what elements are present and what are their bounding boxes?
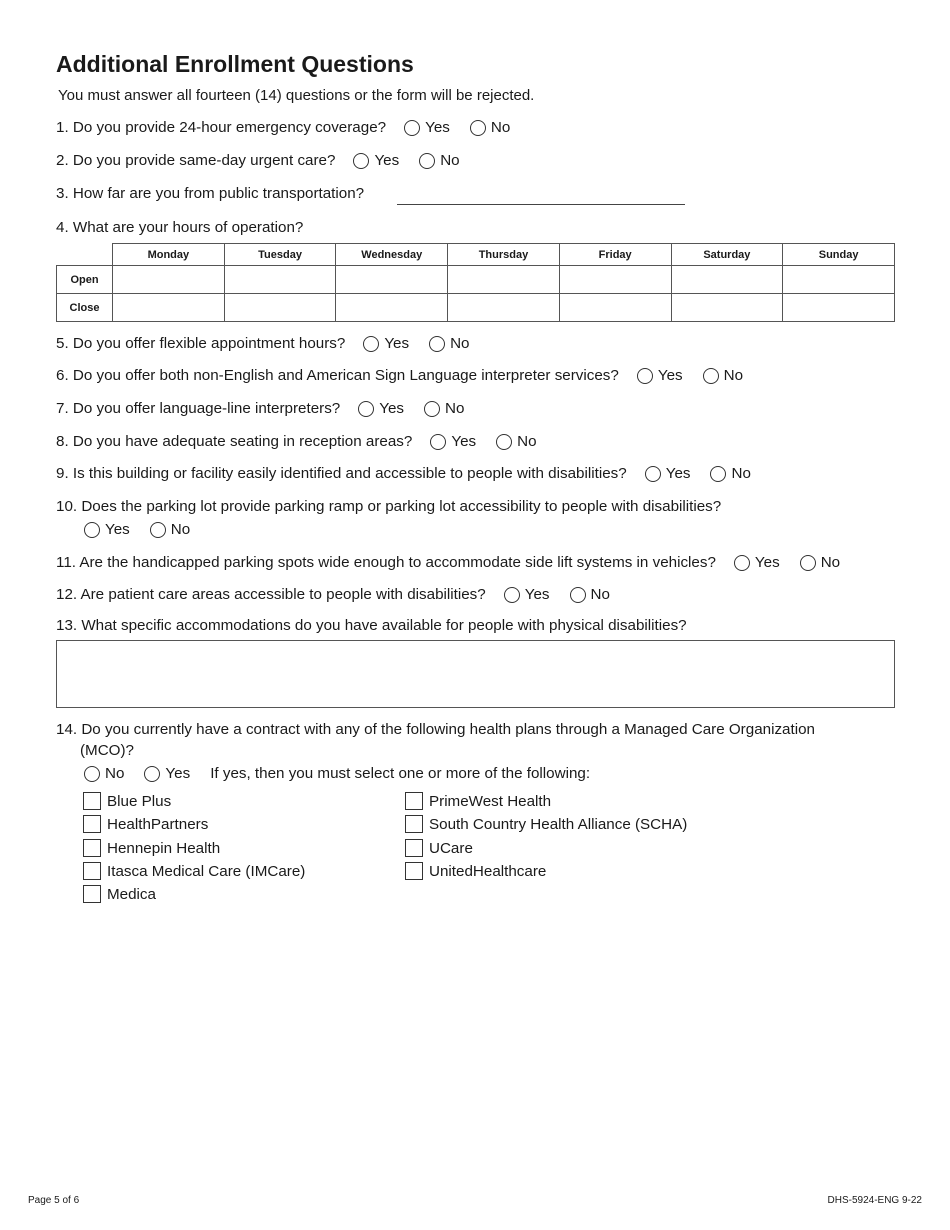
- question-14-continued: [80, 740, 134, 762]
- q6-no-label: No: [723, 367, 744, 384]
- q9-no-label: No: [731, 465, 751, 482]
- radio-circle-icon: [570, 587, 586, 603]
- q2-no-radio[interactable]: [419, 150, 459, 172]
- question-1-label: 1. Do you provide 24-hour emergency coverage?: [56, 119, 387, 136]
- plan-label: Itasca Medical Care (IMCare): [107, 862, 306, 880]
- question-4: [56, 217, 303, 239]
- q7-no-label: No: [445, 400, 465, 417]
- q10-no-radio[interactable]: [150, 519, 190, 541]
- question-6-label: 6. Do you offer both non-English and American Sign Language interpreter services?: [56, 367, 619, 384]
- day-header: Thursday: [448, 244, 560, 266]
- close-saturday-cell[interactable]: [671, 294, 783, 322]
- q5-yes-radio[interactable]: [363, 333, 409, 355]
- question-11-options: [734, 552, 840, 574]
- q12-no-radio[interactable]: [570, 584, 610, 606]
- q10-yes-radio[interactable]: [84, 519, 130, 541]
- question-14-label: 14. Do you currently have a contract with any of the following health plans through a Managed Care Organization: [56, 721, 815, 738]
- q11-yes-radio[interactable]: [734, 552, 780, 574]
- radio-circle-icon: [703, 368, 719, 384]
- plan-label: UCare: [429, 839, 473, 857]
- page-title: Additional Enrollment Questions: [56, 51, 414, 77]
- question-7: [56, 398, 484, 420]
- checkbox-square-icon: [83, 792, 101, 810]
- q1-yes-label: Yes: [425, 119, 450, 136]
- radio-circle-icon: [645, 466, 661, 482]
- form-id: DHS-5924-ENG 9-22: [827, 1195, 922, 1206]
- plan-checkbox-imcare[interactable]: [83, 862, 305, 880]
- question-6: [56, 365, 763, 387]
- question-13: [56, 615, 687, 637]
- checkbox-square-icon: [83, 862, 101, 880]
- radio-circle-icon: [150, 522, 166, 538]
- day-header: Monday: [113, 244, 225, 266]
- day-header: Saturday: [671, 244, 783, 266]
- day-header: Friday: [559, 244, 671, 266]
- question-10-radio-group: [84, 519, 210, 541]
- open-thursday-cell[interactable]: [448, 266, 560, 294]
- q11-yes-label: Yes: [754, 554, 780, 571]
- question-14-label-cont: (MCO)?: [80, 742, 134, 759]
- open-saturday-cell[interactable]: [671, 266, 783, 294]
- checkbox-square-icon: [83, 885, 101, 903]
- question-13-label: 13. What specific accommodations do you have available for people with physical disabilities?: [56, 617, 687, 634]
- row-label-close: Close: [57, 294, 113, 322]
- hours-of-operation-table: [56, 243, 895, 322]
- q7-no-radio[interactable]: [424, 398, 464, 420]
- radio-circle-icon: [404, 120, 420, 136]
- radio-circle-icon: [353, 153, 369, 169]
- day-header: Wednesday: [336, 244, 448, 266]
- checkbox-square-icon: [83, 815, 101, 833]
- question-2-label: 2. Do you provide same-day urgent care?: [56, 152, 336, 169]
- q2-no-label: No: [440, 152, 460, 169]
- plan-checkbox-hennepin-health[interactable]: [83, 839, 220, 857]
- question-3-label: 3. How far are you from public transportation?: [56, 185, 365, 202]
- q2-yes-label: Yes: [374, 152, 400, 169]
- q8-no-label: No: [517, 433, 537, 450]
- radio-circle-icon: [710, 466, 726, 482]
- instructions: You must answer all fourteen (14) questions or the form will be rejected.: [58, 87, 535, 104]
- question-5: [56, 333, 490, 355]
- table-row: [57, 266, 895, 294]
- plan-label: South Country Health Alliance (SCHA): [429, 815, 688, 833]
- checkbox-square-icon: [83, 839, 101, 857]
- question-3: [56, 183, 364, 205]
- question-12-label: 12. Are patient care areas accessible to people with disabilities?: [56, 586, 486, 603]
- question-10-label: 10. Does the parking lot provide parking ramp or parking lot accessibility to people with disabilities?: [56, 498, 722, 515]
- q14-yes-label: Yes: [165, 765, 191, 782]
- question-5-options: [363, 333, 489, 355]
- radio-circle-icon: [430, 434, 446, 450]
- radio-circle-icon: [144, 766, 160, 782]
- q8-yes-label: Yes: [451, 433, 477, 450]
- open-friday-cell[interactable]: [559, 266, 671, 294]
- q2-yes-radio[interactable]: [353, 150, 399, 172]
- checkbox-square-icon: [405, 862, 423, 880]
- row-label-open: Open: [57, 266, 113, 294]
- radio-circle-icon: [419, 153, 435, 169]
- question-2: [56, 150, 480, 172]
- question-7-label: 7. Do you offer language-line interpreters?: [56, 400, 341, 417]
- close-thursday-cell[interactable]: [448, 294, 560, 322]
- question-1-options: [404, 117, 530, 139]
- close-wednesday-cell[interactable]: [336, 294, 448, 322]
- radio-circle-icon: [84, 766, 100, 782]
- q9-no-radio[interactable]: [710, 463, 750, 485]
- radio-circle-icon: [424, 401, 440, 417]
- hours-header-row: [57, 244, 895, 266]
- q9-yes-radio[interactable]: [645, 463, 691, 485]
- q1-no-radio[interactable]: [470, 117, 510, 139]
- q5-no-label: No: [450, 335, 470, 352]
- q6-yes-radio[interactable]: [637, 365, 683, 387]
- radio-circle-icon: [504, 587, 520, 603]
- radio-circle-icon: [496, 434, 512, 450]
- plan-checkbox-scha[interactable]: [405, 815, 687, 833]
- radio-circle-icon: [637, 368, 653, 384]
- plan-label: Hennepin Health: [107, 839, 221, 857]
- table-corner: [57, 244, 113, 266]
- q8-no-radio[interactable]: [496, 431, 536, 453]
- q14-yes-radio[interactable]: [144, 763, 190, 785]
- q10-no-label: No: [170, 521, 191, 538]
- table-row: [57, 294, 895, 322]
- open-tuesday-cell[interactable]: [224, 266, 336, 294]
- q12-yes-label: Yes: [524, 586, 550, 603]
- q14-instruction: If yes, then you must select one or more of the following:: [210, 765, 591, 782]
- checkbox-square-icon: [405, 839, 423, 857]
- plan-label: Blue Plus: [107, 792, 172, 810]
- question-6-options: [637, 365, 763, 387]
- question-12: [56, 584, 630, 606]
- question-14-options: [66, 763, 590, 785]
- page-number: Page 5 of 6: [28, 1195, 80, 1206]
- q1-no-label: No: [490, 119, 511, 136]
- plan-label: Medica: [107, 885, 156, 903]
- question-11: [56, 552, 840, 574]
- transportation-distance-input[interactable]: [397, 204, 685, 205]
- question-5-label: 5. Do you offer flexible appointment hours?: [56, 335, 346, 352]
- question-12-options: [504, 584, 630, 606]
- plan-label: HealthPartners: [107, 815, 209, 833]
- accommodations-textarea[interactable]: [56, 640, 895, 708]
- question-9-options: [645, 463, 771, 485]
- checkbox-square-icon: [405, 792, 423, 810]
- question-10-options: [66, 519, 210, 541]
- radio-circle-icon: [470, 120, 486, 136]
- plan-label: PrimeWest Health: [429, 792, 552, 810]
- question-10: [56, 496, 721, 518]
- question-1: [56, 117, 530, 139]
- checkbox-square-icon: [405, 815, 423, 833]
- radio-circle-icon: [734, 555, 750, 571]
- q7-yes-radio[interactable]: [358, 398, 404, 420]
- radio-circle-icon: [429, 336, 445, 352]
- question-14-radio-group: [84, 763, 210, 785]
- q7-yes-label: Yes: [379, 400, 405, 417]
- question-8: [56, 431, 557, 453]
- plan-checkbox-blue-plus[interactable]: [83, 792, 171, 810]
- q5-no-radio[interactable]: [429, 333, 469, 355]
- question-7-options: [358, 398, 484, 420]
- q12-no-label: No: [590, 586, 610, 603]
- close-tuesday-cell[interactable]: [224, 294, 336, 322]
- q14-no-radio[interactable]: [84, 763, 124, 785]
- plan-label: UnitedHealthcare: [429, 862, 547, 880]
- q14-no-label: No: [105, 765, 125, 782]
- question-14: [56, 719, 815, 741]
- day-header: Sunday: [783, 244, 895, 266]
- q11-no-label: No: [820, 554, 841, 571]
- radio-circle-icon: [363, 336, 379, 352]
- q1-yes-radio[interactable]: [404, 117, 450, 139]
- q8-yes-radio[interactable]: [430, 431, 476, 453]
- question-9-label: 9. Is this building or facility easily identified and accessible to people with disabilities?: [56, 465, 627, 482]
- open-monday-cell[interactable]: [113, 266, 225, 294]
- close-monday-cell[interactable]: [113, 294, 225, 322]
- close-sunday-cell[interactable]: [783, 294, 895, 322]
- plan-checkbox-unitedhealthcare[interactable]: [405, 862, 546, 880]
- q10-yes-label: Yes: [105, 521, 130, 538]
- question-11-label: 11. Are the handicapped parking spots wide enough to accommodate side lift systems in vehicles?: [56, 554, 716, 571]
- plan-checkbox-healthpartners[interactable]: [83, 815, 208, 833]
- day-header: Tuesday: [224, 244, 336, 266]
- q9-yes-label: Yes: [665, 465, 691, 482]
- radio-circle-icon: [84, 522, 100, 538]
- q5-yes-label: Yes: [384, 335, 410, 352]
- open-wednesday-cell[interactable]: [336, 266, 448, 294]
- q6-yes-label: Yes: [657, 367, 683, 384]
- question-9: [56, 463, 771, 485]
- question-8-label: 8. Do you have adequate seating in reception areas?: [56, 433, 413, 450]
- q6-no-radio[interactable]: [703, 365, 743, 387]
- open-sunday-cell[interactable]: [783, 266, 895, 294]
- radio-circle-icon: [800, 555, 816, 571]
- q11-no-radio[interactable]: [800, 552, 840, 574]
- q12-yes-radio[interactable]: [504, 584, 550, 606]
- plan-checkbox-primewest[interactable]: [405, 792, 551, 810]
- question-2-options: [353, 150, 479, 172]
- radio-circle-icon: [358, 401, 374, 417]
- plan-checkbox-medica[interactable]: [83, 885, 156, 903]
- plan-checkbox-ucare[interactable]: [405, 839, 473, 857]
- question-4-label: 4. What are your hours of operation?: [56, 219, 304, 236]
- question-8-options: [430, 431, 556, 453]
- close-friday-cell[interactable]: [559, 294, 671, 322]
